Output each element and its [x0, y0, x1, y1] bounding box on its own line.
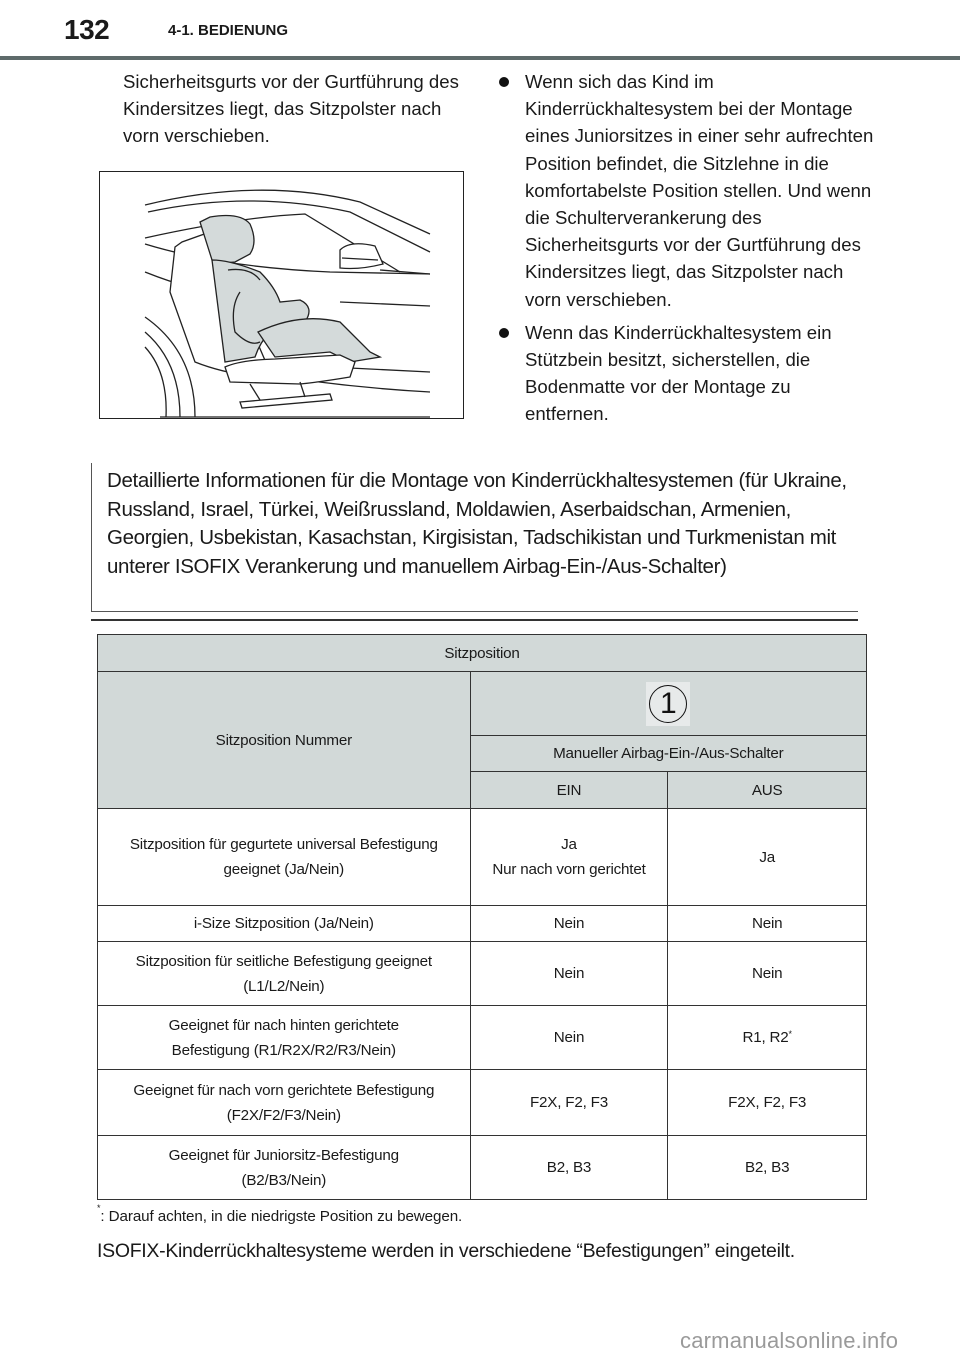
cell-ein: Nein [470, 1006, 668, 1070]
table-header-row [98, 635, 867, 672]
bullet-text: Wenn das Kinderrückhaltesystem ein Stützbein besitzt, sicherstellen, die Bodenmatte vor der Montage zu entfernen. [525, 321, 832, 425]
row-label: Sitzposition für seitliche Befestigung geeignet (L1/L2/Nein) [98, 942, 471, 1006]
divider [91, 619, 858, 621]
continued-paragraph: Sicherheitsgurts vor der Gurtführung des Kindersitzes liegt, das Sitzpolster nach vorn verschieben. [123, 71, 459, 147]
cell-aus: R1, R2* [668, 1006, 867, 1070]
seat-number-cell [470, 672, 866, 736]
header-sitzposition: Sitzposition [98, 635, 867, 672]
child-seat-figure [99, 171, 464, 419]
cell-aus: Ja [668, 809, 867, 906]
bullet-item [496, 68, 876, 313]
row-label: Geeignet für nach vorn gerichtete Befestigung (F2X/F2/F3/Nein) [98, 1070, 471, 1136]
bullet-list [496, 68, 876, 434]
cell-aus: Nein [668, 906, 867, 942]
footnote-marker: * [788, 1029, 792, 1039]
table-row [98, 942, 867, 1006]
closing-paragraph: ISOFIX-Kinderrückhaltesysteme werden in verschiedene “Befestigungen” eingeteilt. [97, 1240, 795, 1262]
bullet-text: Wenn sich das Kind im Kinderrückhaltesystem bei der Montage eines Juniorsitzes in einer sehr aufrechten Position befindet, die Sitzlehne in die komfortabelste Position stellen. Und wenn die Schulterverankerung des Sicherheitsgurts vor der Gurtführung des Kindersitzes liegt, das Sitzpolster nach vorn verschieben. [525, 71, 874, 310]
header-sitzposition-nummer: Sitzposition Nummer [98, 672, 471, 809]
cell-ein: B2, B3 [470, 1136, 668, 1200]
header-aus: AUS [668, 772, 867, 809]
table-header-row [98, 672, 867, 736]
child-seat-in-car-illustration-icon [100, 172, 463, 418]
info-box [91, 463, 858, 612]
cell-ein: Ja Nur nach vorn gerichtet [470, 809, 668, 906]
isofix-compatibility-table [97, 634, 867, 1200]
bullet-item [496, 319, 876, 428]
bullet-dot-icon [499, 77, 509, 87]
footnote-marker: * [97, 1203, 101, 1213]
table-row [98, 809, 867, 906]
cell-ein: Nein [470, 906, 668, 942]
header-rule [0, 56, 960, 60]
table-row [98, 1006, 867, 1070]
bullet-dot-icon [499, 328, 509, 338]
header-airbag-switch: Manueller Airbag-Ein-/Aus-Schalter [470, 736, 866, 772]
row-label: Geeignet für nach hinten gerichtete Befestigung (R1/R2X/R2/R3/Nein) [98, 1006, 471, 1070]
watermark-link[interactable]: carmanualsonline.info [680, 1328, 899, 1353]
cell-aus: Nein [668, 942, 867, 1006]
cell-ein: Nein [470, 942, 668, 1006]
cell-ein: F2X, F2, F3 [470, 1070, 668, 1136]
page-number: 132 [64, 14, 110, 45]
row-label: Sitzposition für gegurtete universal Befestigung geeignet (Ja/Nein) [98, 809, 471, 906]
table-row [98, 1070, 867, 1136]
info-box-heading: Detaillierte Informationen für die Montage von Kinderrückhaltesystemen (für Ukraine, Russland, Israel, Türkei, Weißrussland, Moldawien, Aserbaidschan, Armenien, Georgien, Usbekistan, Kasachstan, Kirgisistan, Tadschikistan und Turkmenistan mit unterer ISOFIX Verankerung und manuellem Airbag-Ein-/Aus-Schalter) [107, 469, 847, 578]
cell-aus: F2X, F2, F3 [668, 1070, 867, 1136]
cell-aus: B2, B3 [668, 1136, 867, 1200]
table-footnote: *: Darauf achten, in die niedrigste Position zu bewegen. [97, 1203, 463, 1225]
section-title: 4-1. BEDIENUNG [168, 22, 289, 39]
row-label: Geeignet für Juniorsitz-Befestigung (B2/B3/Nein) [98, 1136, 471, 1200]
row-label: i-Size Sitzposition (Ja/Nein) [98, 906, 471, 942]
header-ein: EIN [470, 772, 668, 809]
table-row [98, 1136, 867, 1200]
table-row [98, 906, 867, 942]
seat-number-circle-icon: 1 [646, 682, 690, 726]
